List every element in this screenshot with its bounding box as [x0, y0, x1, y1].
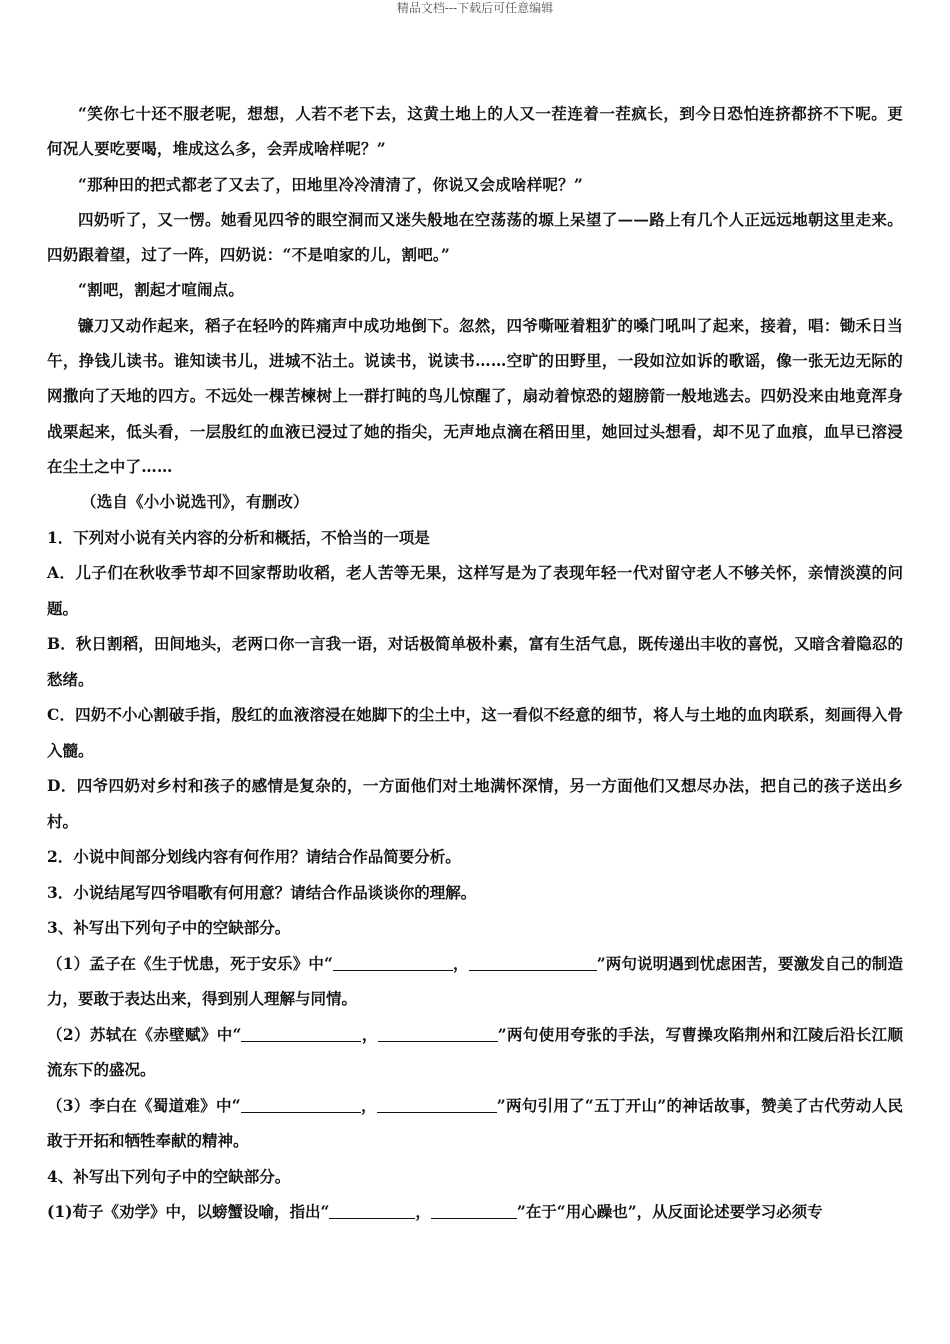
- question-3: 3．小说结尾写四爷唱歌有何用意？请结合作品谈谈你的理解。: [47, 882, 477, 902]
- section-3-item-2: [47, 1017, 903, 1088]
- story-paragraph-4: “割吧，割起才喧闹点。: [78, 280, 245, 300]
- item-text: ”两句引用了“五丁开山”的神话故事，赞美了古代劳动人民敢于开拓和牺牲奉献的精神。: [47, 1095, 903, 1151]
- page-header: 精品文档---下载后可任意编辑: [396, 1, 554, 15]
- answer-blank[interactable]: [333, 953, 453, 971]
- item-text: ，: [360, 1095, 377, 1115]
- item-text: （1）孟子在《生于忧患，死于安乐》中“: [47, 953, 333, 973]
- answer-blank[interactable]: [241, 1095, 361, 1113]
- story-paragraph-5: 镰刀又动作起来，稻子在轻吟的阵痛声中成功地倒下。忽然，四爷嘶哑着粗犷的嗓门吼叫了起来，接着，唱：锄禾日当午，挣钱儿读书。谁知读书儿，进城不沾土。说读书，说读书……空旷的田野里，一段如泣如诉的歌谣，像一张无边无际的网撒向了天地的四方。不远处一棵苦楝树上一群打盹的鸟儿惊醒了，扇动着惊恐的翅膀箭一般地逃去。四奶没来由地竟浑身战栗起来，低头看，一层殷红的血液已浸过了她的指尖，无声地点滴在稻田里，她回过头想看，却不见了血痕，血早已溶浸在尘土之中了……: [47, 315, 903, 476]
- story-paragraph-2: “那种田的把式都老了又去了，田地里冷冷清清了，你说又会成啥样呢？”: [78, 174, 583, 194]
- section-4-title: 4、补写出下列句子中的空缺部分。: [47, 1166, 291, 1186]
- story-paragraph-1: “笑你七十还不服老呢，想想，人若不老下去，这黄土地上的人又一茬连着一茬疯长，到今日恐怕连挤都挤不下呢。更何况人要吃要喝，堆成这么多，会弄成啥样呢？”: [47, 104, 903, 159]
- item-text: ”两句使用夸张的手法，写曹操攻陷荆州和江陵后沿长江顺流东下的盛况。: [47, 1024, 903, 1080]
- item-text: ”两句说明遇到忧虑困苦，要激发自己的制造力，要敢于表达出来，得到别人理解与同情。: [47, 953, 903, 1009]
- question-2: 2．小说中间部分划线内容有何作用？请结合作品简要分析。: [47, 847, 461, 867]
- item-text: （2）苏轼在《赤壁赋》中“: [47, 1024, 242, 1044]
- answer-blank[interactable]: [329, 1201, 415, 1219]
- question-1: 1．下列对小说有关内容的分析和概括，不恰当的一项是: [47, 527, 430, 547]
- option-d: D．四爷四奶对乡村和孩子的感情是复杂的，一方面他们对土地满怀深情，另一方面他们又想尽办法，把自己的孩子送出乡村。: [47, 776, 903, 831]
- section-3-title: 3、补写出下列句子中的空缺部分。: [47, 918, 291, 938]
- item-text: （3）李白在《蜀道难》中“: [47, 1095, 241, 1115]
- section-3-item-3: [47, 1088, 903, 1159]
- answer-blank[interactable]: [431, 1201, 517, 1219]
- item-text: ，: [361, 1024, 378, 1044]
- answer-blank[interactable]: [469, 953, 597, 971]
- item-text: ，: [415, 1202, 431, 1222]
- option-a: A．儿子们在秋收季节却不回家帮助收稻，老人苦等无果，这样写是为了表现年轻一代对留守老人不够关怀，亲情淡漠的问题。: [47, 563, 903, 618]
- answer-blank[interactable]: [378, 1024, 498, 1042]
- option-c: C．四奶不小心割破手指，殷红的血液溶浸在她脚下的尘土中，这一看似不经意的细节，将人与土地的血肉联系，刻画得入骨入髓。: [47, 705, 903, 760]
- answer-blank[interactable]: [241, 1024, 361, 1042]
- section-4-item-1: [47, 1194, 903, 1230]
- item-text: (1)荀子《劝学》中，以螃蟹设喻，指出“: [47, 1202, 330, 1222]
- section-3-item-1: [47, 946, 903, 1017]
- story-source: （选自《小小说选刊》，有删改）: [81, 492, 309, 512]
- item-text: ”在于“用心躁也”，从反面论述要学习必须专: [516, 1202, 823, 1222]
- story-paragraph-3: 四奶听了，又一愣。她看见四爷的眼空洞而又迷失般地在空荡荡的塬上呆望了——路上有几个人正远远地朝这里走来。四奶跟着望，过了一阵，四奶说：“不是咱家的儿，割吧。”: [47, 209, 903, 265]
- answer-blank[interactable]: [377, 1095, 497, 1113]
- item-text: ，: [452, 953, 469, 973]
- option-b: B．秋日割稻，田间地头，老两口你一言我一语，对话极简单极朴素，富有生活气息，既传递出丰收的喜悦，又暗含着隐忍的愁绪。: [47, 634, 903, 689]
- document-body: [47, 96, 903, 1230]
